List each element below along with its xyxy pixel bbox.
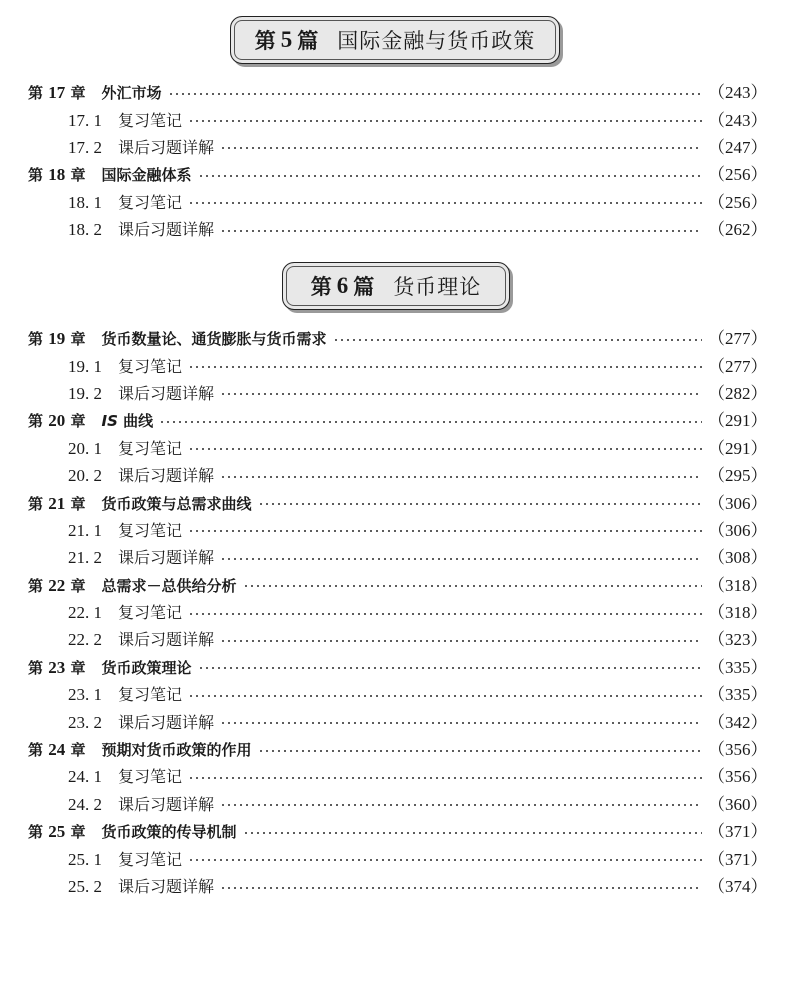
- leader-dots: [220, 558, 702, 560]
- chapter-label-pre: 第: [28, 658, 44, 677]
- chapter-label-pre: 第: [28, 412, 44, 431]
- leader-dots: [220, 476, 702, 478]
- section-title: 课后习题详解: [118, 548, 215, 568]
- toc-section-entry[interactable]: [28, 216, 768, 243]
- part-title: 货币理论: [393, 275, 482, 299]
- leader-dots: [243, 832, 702, 834]
- section-number: 25. 1: [68, 849, 102, 869]
- chapter-title: [102, 659, 192, 677]
- leader-dots: [188, 120, 702, 122]
- chapter-label-post: 章: [70, 330, 86, 349]
- chapter-num: 18: [48, 165, 66, 185]
- section-number: 23. 1: [68, 685, 102, 705]
- section-heading: [28, 522, 182, 539]
- section-number: 22. 2: [68, 630, 102, 650]
- chapter-title: [102, 823, 237, 841]
- toc-section-entry[interactable]: [28, 517, 768, 544]
- section-heading: [28, 112, 182, 129]
- section-heading: [28, 604, 182, 621]
- part-label-post: 篇: [297, 29, 320, 53]
- toc-section-entry[interactable]: [28, 435, 768, 462]
- leader-dots: [220, 393, 702, 395]
- page-number: （374）: [708, 877, 768, 896]
- toc-section-entry[interactable]: [28, 708, 768, 735]
- chapter-label-post: 章: [70, 741, 86, 760]
- section-number: 23. 2: [68, 712, 102, 732]
- toc-section-entry[interactable]: [28, 626, 768, 653]
- leader-dots: [333, 339, 702, 341]
- section-number: 24. 2: [68, 794, 102, 814]
- chapter-label-pre: 第: [28, 84, 44, 103]
- toc-chapter-entry[interactable]: [28, 818, 768, 845]
- chapter-title-text: 货币政策与总需求曲线: [101, 494, 252, 513]
- part-6-toc: [28, 325, 768, 900]
- leader-dots: [188, 777, 702, 779]
- section-heading: [28, 768, 182, 785]
- toc-chapter-entry[interactable]: [28, 79, 768, 106]
- leader-dots: [188, 613, 702, 615]
- chapter-heading: [28, 166, 192, 183]
- chapter-title-text: 货币数量论、通货膨胀与货币需求: [101, 330, 327, 349]
- chapter-title-text: 国际金融体系: [101, 166, 192, 185]
- page-number: （295）: [708, 466, 768, 486]
- toc-section-entry[interactable]: [28, 462, 768, 489]
- page-number: （282）: [708, 383, 768, 403]
- section-number: 24. 1: [68, 767, 102, 787]
- toc-section-entry[interactable]: [28, 599, 768, 626]
- chapter-title-text: 曲线: [117, 412, 154, 431]
- toc-section-entry[interactable]: [28, 681, 768, 708]
- page-number: （335）: [708, 657, 768, 677]
- page-number: （318）: [708, 575, 768, 595]
- section-heading: [28, 714, 214, 731]
- section-title: 课后习题详解: [118, 383, 215, 403]
- toc-section-entry[interactable]: [28, 352, 768, 379]
- part-label-pre: 第: [310, 275, 333, 299]
- part-label-post: 篇: [353, 275, 376, 299]
- chapter-heading: [28, 84, 162, 101]
- leader-dots: [258, 750, 702, 752]
- chapter-label-pre: 第: [28, 330, 44, 349]
- section-number: 22. 1: [68, 603, 102, 623]
- section-title: 复习笔记: [118, 356, 183, 376]
- page-number: （256）: [708, 165, 768, 185]
- section-heading: [28, 549, 214, 566]
- page-number: （256）: [708, 192, 768, 212]
- chapter-title-italic: IS: [101, 412, 118, 431]
- leader-dots: [243, 585, 702, 587]
- toc-section-entry[interactable]: [28, 380, 768, 407]
- chapter-title-text: 货币政策的传导机制: [101, 823, 237, 842]
- leader-dots: [188, 366, 702, 368]
- chapter-title: [102, 330, 327, 348]
- chapter-heading: [28, 741, 252, 758]
- section-heading: [28, 796, 214, 813]
- toc-section-entry[interactable]: [28, 791, 768, 818]
- chapter-heading: [28, 330, 327, 347]
- part-number: 5: [280, 27, 294, 52]
- section-number: 20. 1: [68, 438, 102, 458]
- section-heading: [28, 878, 214, 895]
- leader-dots: [168, 93, 702, 95]
- page-number: （308）: [708, 548, 768, 568]
- chapter-title: [102, 577, 237, 595]
- page-number: （360）: [708, 794, 768, 814]
- leader-dots: [220, 640, 702, 642]
- leader-dots: [198, 667, 702, 669]
- section-title: 课后习题详解: [118, 466, 215, 486]
- chapter-number: [28, 166, 86, 184]
- part-title: 国际金融与货币政策: [337, 29, 536, 53]
- page-number: （262）: [708, 220, 768, 240]
- section-heading: [28, 358, 182, 375]
- chapter-num: 19: [48, 329, 66, 349]
- toc-chapter-entry[interactable]: [28, 736, 768, 763]
- chapter-num: 22: [48, 575, 66, 595]
- chapter-title: [102, 84, 162, 102]
- page-number: （371）: [708, 822, 768, 842]
- chapter-heading: [28, 823, 237, 840]
- chapter-number: [28, 412, 86, 430]
- section-heading: [28, 467, 214, 484]
- chapter-heading: [28, 495, 252, 512]
- section-title: 复习笔记: [118, 849, 183, 869]
- toc-section-entry[interactable]: [28, 763, 768, 790]
- page-number: （371）: [708, 849, 768, 869]
- chapter-label-post: 章: [70, 84, 86, 103]
- chapter-label-pre: 第: [28, 576, 44, 595]
- leader-dots: [220, 230, 702, 232]
- toc-section-entry[interactable]: [28, 106, 768, 133]
- page-number: （277）: [708, 356, 768, 376]
- part-number: 6: [336, 273, 350, 298]
- toc-chapter-entry[interactable]: [28, 407, 768, 434]
- section-number: 21. 2: [68, 548, 102, 568]
- section-title: 复习笔记: [118, 192, 183, 212]
- section-title: 复习笔记: [118, 110, 183, 130]
- chapter-number: [28, 577, 86, 595]
- section-title: 复习笔记: [118, 685, 183, 705]
- toc-chapter-entry[interactable]: [28, 161, 768, 188]
- page-number: （335）: [708, 685, 768, 705]
- chapter-number: [28, 495, 86, 513]
- page-number: （356）: [708, 767, 768, 787]
- chapter-num: 20: [48, 411, 66, 431]
- page-number: （323）: [708, 630, 768, 650]
- page-number: （306）: [708, 493, 768, 513]
- chapter-title-text: 总需求－总供给分析: [101, 576, 237, 595]
- chapter-label-pre: 第: [28, 741, 44, 760]
- toc-chapter-entry[interactable]: [28, 572, 768, 599]
- chapter-title: [102, 166, 192, 184]
- section-number: 19. 1: [68, 356, 102, 376]
- page-number: （306）: [708, 520, 768, 540]
- page-number: （243）: [708, 83, 768, 103]
- leader-dots: [188, 530, 702, 532]
- leader-dots: [188, 202, 702, 204]
- part-5-banner: [230, 16, 560, 64]
- toc-chapter-entry[interactable]: [28, 325, 768, 352]
- section-title: 复习笔记: [118, 767, 183, 787]
- part-label-pre: 第: [254, 29, 277, 53]
- page-number: （277）: [708, 329, 768, 349]
- chapter-title: [102, 495, 252, 513]
- chapter-number: [28, 823, 86, 841]
- section-title: 课后习题详解: [118, 137, 215, 157]
- page-number: （291）: [708, 438, 768, 458]
- page-number: （291）: [708, 411, 768, 431]
- section-heading: [28, 686, 182, 703]
- chapter-num: 25: [48, 822, 66, 842]
- toc-section-entry[interactable]: [28, 189, 768, 216]
- chapter-title-text: 货币政策理论: [101, 658, 192, 677]
- toc-section-entry[interactable]: [28, 544, 768, 571]
- chapter-label-post: 章: [70, 494, 86, 513]
- page-number: （247）: [708, 137, 768, 157]
- section-heading: [28, 194, 182, 211]
- section-title: 课后习题详解: [118, 220, 215, 240]
- section-number: 17. 1: [68, 110, 102, 130]
- section-heading: [28, 221, 214, 238]
- page-number: （318）: [708, 603, 768, 623]
- chapter-num: 24: [48, 740, 66, 760]
- section-heading: [28, 851, 182, 868]
- chapter-number: [28, 84, 86, 102]
- chapter-label-pre: 第: [28, 166, 44, 185]
- page-number: （356）: [708, 740, 768, 760]
- chapter-label-post: 章: [70, 576, 86, 595]
- section-number: 18. 2: [68, 220, 102, 240]
- toc-chapter-entry[interactable]: [28, 489, 768, 516]
- leader-dots: [159, 421, 702, 423]
- chapter-title-text: 外汇市场: [101, 84, 162, 103]
- section-heading: [28, 385, 214, 402]
- section-number: 18. 1: [68, 192, 102, 212]
- section-number: 25. 2: [68, 877, 102, 896]
- leader-dots: [188, 448, 702, 450]
- toc-section-entry[interactable]: [28, 845, 768, 872]
- section-number: 20. 2: [68, 466, 102, 486]
- chapter-label-post: 章: [70, 823, 86, 842]
- chapter-heading: [28, 412, 153, 429]
- chapter-label-post: 章: [70, 166, 86, 185]
- page-number: （342）: [708, 712, 768, 732]
- section-title: 课后习题详解: [118, 712, 215, 732]
- chapter-number: [28, 741, 86, 759]
- section-title: 课后习题详解: [118, 630, 215, 650]
- chapter-title: [102, 741, 252, 759]
- chapter-number: [28, 330, 86, 348]
- toc-section-entry[interactable]: [28, 134, 768, 161]
- chapter-label-pre: 第: [28, 823, 44, 842]
- section-number: 21. 1: [68, 520, 102, 540]
- leader-dots: [198, 175, 702, 177]
- leader-dots: [188, 695, 702, 697]
- toc-section-entry[interactable]: [28, 873, 768, 900]
- chapter-num: 23: [48, 657, 66, 677]
- section-number: 17. 2: [68, 137, 102, 157]
- section-title: 课后习题详解: [118, 877, 215, 896]
- section-heading: [28, 631, 214, 648]
- chapter-title-text: 预期对货币政策的作用: [101, 741, 252, 760]
- chapter-label-pre: 第: [28, 494, 44, 513]
- section-title: 复习笔记: [118, 438, 183, 458]
- leader-dots: [188, 859, 702, 861]
- leader-dots: [220, 887, 702, 889]
- chapter-label-post: 章: [70, 412, 86, 431]
- chapter-num: 21: [48, 493, 66, 513]
- page-number: （243）: [708, 110, 768, 130]
- section-number: 19. 2: [68, 383, 102, 403]
- leader-dots: [220, 804, 702, 806]
- leader-dots: [220, 722, 702, 724]
- leader-dots: [220, 147, 702, 149]
- chapter-label-post: 章: [70, 658, 86, 677]
- chapter-heading: [28, 659, 192, 676]
- section-title: 课后习题详解: [118, 794, 215, 814]
- chapter-number: [28, 659, 86, 677]
- section-heading: [28, 440, 182, 457]
- chapter-title: [102, 412, 154, 430]
- chapter-heading: [28, 577, 237, 594]
- toc-chapter-entry[interactable]: [28, 654, 768, 681]
- part-5-toc: [28, 79, 768, 243]
- leader-dots: [258, 503, 702, 505]
- section-title: 复习笔记: [118, 603, 183, 623]
- part-6-banner: [282, 262, 510, 310]
- section-title: 复习笔记: [118, 520, 183, 540]
- section-heading: [28, 139, 214, 156]
- chapter-num: 17: [48, 83, 66, 103]
